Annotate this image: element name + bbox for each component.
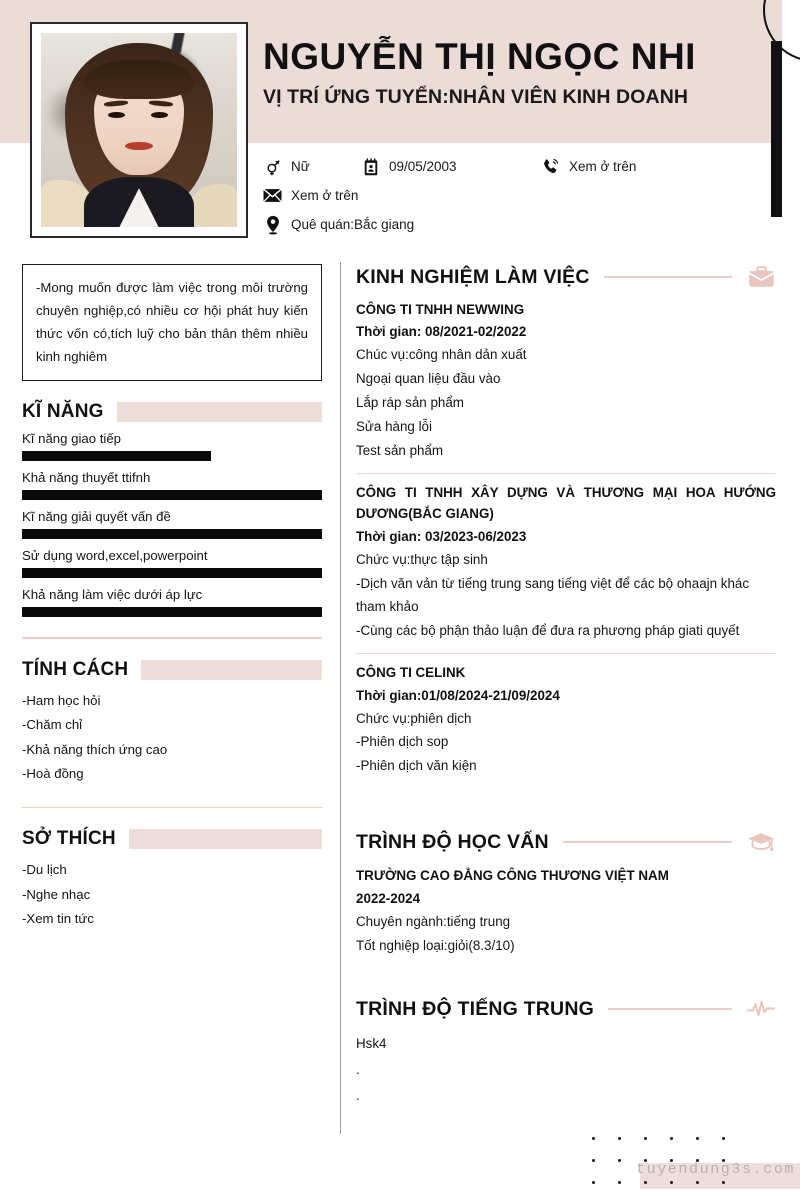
decorative-dot bbox=[722, 1137, 725, 1140]
contact-row-1 bbox=[263, 152, 763, 181]
contact-hometown-text: Quê quán:Bắc giang bbox=[291, 217, 415, 232]
personality-title: TÍNH CÁCH bbox=[22, 658, 129, 680]
decorative-dot bbox=[722, 1181, 725, 1184]
personality-item: -Chăm chỉ bbox=[22, 717, 83, 733]
job-detail-line: -Phiên dịch văn kiện bbox=[356, 758, 477, 774]
left-column bbox=[22, 264, 322, 932]
career-objective-box bbox=[22, 264, 322, 381]
skill-item bbox=[22, 509, 322, 539]
skills-section bbox=[22, 401, 322, 639]
column-divider bbox=[340, 262, 341, 1134]
profile-photo-frame bbox=[30, 22, 248, 238]
contact-row-2 bbox=[263, 181, 763, 210]
contact-dob-text: 09/05/2003 bbox=[389, 159, 457, 174]
hobbies-section bbox=[22, 828, 322, 931]
job-detail-line: Lắp ráp sản phẩm bbox=[356, 395, 464, 411]
skill-label: Khả năng thuyết ttifnh bbox=[22, 470, 151, 486]
personality-header bbox=[22, 659, 322, 681]
skills-header-bar bbox=[117, 402, 322, 422]
language-lines bbox=[356, 1031, 776, 1109]
language-header bbox=[356, 996, 776, 1022]
experience-title: KINH NGHIỆM LÀM VIỆC bbox=[356, 265, 590, 288]
phone-icon bbox=[541, 157, 560, 176]
education-detail-line: Chuyên ngành:tiếng trung bbox=[356, 914, 511, 930]
decorative-dot bbox=[696, 1181, 699, 1184]
contact-email-text: Xem ở trên bbox=[291, 188, 359, 203]
contact-block bbox=[263, 152, 763, 239]
candidate-name: NGUYỄN THỊ NGỌC NHI bbox=[263, 36, 696, 77]
skill-bar-track bbox=[22, 529, 322, 539]
job-company: CÔNG TI TNHH NEWWING bbox=[356, 302, 525, 317]
contact-gender-text: Nữ bbox=[291, 159, 310, 174]
education-title: TRÌNH ĐỘ HỌC VẤN bbox=[356, 830, 549, 853]
personality-item: -Ham học hỏi bbox=[22, 692, 101, 708]
skill-label: Kĩ năng giải quyết vấn đề bbox=[22, 509, 171, 525]
hobby-item: -Nghe nhạc bbox=[22, 886, 91, 902]
hobbies-title: SỞ THÍCH bbox=[22, 828, 116, 850]
contact-row-3 bbox=[263, 210, 763, 239]
hobby-item: -Du lịch bbox=[22, 862, 67, 878]
briefcase-icon bbox=[746, 264, 776, 290]
job-detail-line: -Cùng các bộ phận thảo luận để đưa ra phương pháp giati quyết bbox=[356, 623, 740, 639]
skills-bottom-rule bbox=[22, 637, 322, 639]
location-pin-icon bbox=[263, 215, 282, 234]
education-years: 2022-2024 bbox=[356, 891, 421, 907]
pulse-wave-icon bbox=[746, 996, 776, 1022]
education-detail-line: Tốt nghiệp loại:giỏi(8.3/10) bbox=[356, 938, 515, 954]
skill-bar-fill bbox=[22, 451, 211, 461]
decorative-dot bbox=[670, 1137, 673, 1140]
experience-rule bbox=[604, 276, 732, 278]
skill-label: Kĩ năng giao tiếp bbox=[22, 431, 121, 447]
calendar-icon bbox=[361, 157, 380, 176]
job-company: CÔNG TI CELINK bbox=[356, 665, 466, 681]
contact-hometown bbox=[263, 215, 414, 234]
skill-label: Sử dụng word,excel,powerpoint bbox=[22, 548, 208, 564]
profile-photo bbox=[41, 33, 237, 227]
contact-phone-text: Xem ở trên bbox=[569, 159, 637, 174]
watermark-text: tuyendung3s.com bbox=[636, 1161, 796, 1178]
education-rule bbox=[563, 841, 732, 843]
jobs-list bbox=[356, 299, 776, 781]
decorative-dot bbox=[592, 1159, 595, 1162]
contact-email bbox=[263, 186, 358, 205]
job-detail-line: Chức vụ:thực tập sinh bbox=[356, 551, 488, 567]
skill-bar-track bbox=[22, 607, 322, 617]
decorative-dot bbox=[618, 1137, 621, 1140]
hobbies-header bbox=[22, 828, 322, 850]
skill-bar-track bbox=[22, 568, 322, 578]
decorative-dot bbox=[618, 1159, 621, 1162]
job-detail-line: Sửa hàng lỗi bbox=[356, 419, 432, 435]
skills-title: KĨ NĂNG bbox=[22, 401, 104, 423]
personality-item: -Khả năng thích ứng cao bbox=[22, 741, 168, 757]
job-company: CÔNG TI TNHH XÂY DỰNG VÀ THƯƠNG MẠI HOA HƯỚNG DƯƠNG(BẮC GIANG) bbox=[356, 484, 776, 522]
language-detail-line: Hsk4 bbox=[356, 1036, 387, 1052]
skill-label: Khả năng làm việc dưới áp lực bbox=[22, 587, 203, 603]
envelope-icon bbox=[263, 186, 282, 205]
job-time: Thời gian:01/08/2024-21/09/2024 bbox=[356, 687, 560, 703]
hobbies-list bbox=[22, 858, 322, 931]
name-block bbox=[263, 38, 753, 109]
job-entry bbox=[356, 653, 776, 781]
experience-education-spacer bbox=[356, 785, 776, 829]
decorative-dot bbox=[644, 1181, 647, 1184]
language-section bbox=[356, 996, 776, 1109]
decorative-dot bbox=[618, 1181, 621, 1184]
applied-position: VỊ TRÍ ỨNG TUYỂN:NHÂN VIÊN KINH DOANH bbox=[263, 85, 689, 108]
job-time: Thời gian: 08/2021-02/2022 bbox=[356, 324, 527, 340]
personality-item: -Hoà đồng bbox=[22, 766, 84, 782]
education-lines bbox=[356, 910, 776, 958]
skills-list bbox=[22, 431, 322, 617]
skill-item bbox=[22, 431, 322, 461]
language-detail-line: . bbox=[356, 1088, 360, 1104]
graduation-cap-icon bbox=[746, 829, 776, 855]
job-detail-line: Chức vụ:phiên dịch bbox=[356, 710, 472, 726]
personality-bottom-rule bbox=[22, 807, 322, 809]
language-title: TRÌNH ĐỘ TIẾNG TRUNG bbox=[356, 997, 594, 1020]
skill-bar-fill bbox=[22, 568, 322, 578]
decorative-dot bbox=[592, 1137, 595, 1140]
skill-item bbox=[22, 548, 322, 578]
contact-gender bbox=[263, 157, 361, 176]
education-language-spacer bbox=[356, 962, 776, 996]
education-section bbox=[356, 829, 776, 958]
decorative-dot bbox=[670, 1181, 673, 1184]
personality-list bbox=[22, 689, 322, 787]
right-column bbox=[356, 264, 776, 1113]
education-header bbox=[356, 829, 776, 855]
skill-item bbox=[22, 470, 322, 500]
decorative-vertical-bar bbox=[771, 41, 782, 217]
skill-bar-track bbox=[22, 490, 322, 500]
skill-bar-track bbox=[22, 451, 322, 461]
contact-phone bbox=[541, 157, 636, 176]
job-detail-line: Chúc vụ:công nhân dản xuất bbox=[356, 347, 527, 363]
gender-icon bbox=[263, 157, 282, 176]
job-entry bbox=[356, 299, 776, 466]
job-detail-line: -Phiên dịch sop bbox=[356, 734, 449, 750]
job-detail-line: Test sản phẩm bbox=[356, 442, 444, 458]
decorative-dot bbox=[644, 1137, 647, 1140]
career-objective-text: -Mong muốn được làm việc trong môi trường chuyên nghiệp,có nhiều cơ hội phát huy kiến thức vốn có,tích luỹ cho bản thân thêm nhiều kinh nghiêm bbox=[36, 280, 308, 365]
skills-header bbox=[22, 401, 322, 423]
education-school: TRƯỜNG CAO ĐẲNG CÔNG THƯƠNG VIỆT NAM bbox=[356, 868, 669, 884]
skill-item bbox=[22, 587, 322, 617]
skill-bar-fill bbox=[22, 490, 322, 500]
job-time: Thời gian: 03/2023-06/2023 bbox=[356, 528, 527, 544]
hobbies-header-bar bbox=[129, 829, 322, 849]
decorative-dot bbox=[592, 1181, 595, 1184]
personality-section bbox=[22, 659, 322, 808]
contact-dob bbox=[361, 157, 541, 176]
decorative-dot bbox=[696, 1137, 699, 1140]
skill-bar-fill bbox=[22, 607, 322, 617]
experience-header bbox=[356, 264, 776, 290]
job-detail-line: -Dịch văn vản từ tiếng trung sang tiếng việt để các bộ ohaajn khác tham khảo bbox=[356, 575, 750, 615]
experience-section bbox=[356, 264, 776, 781]
language-rule bbox=[608, 1008, 732, 1010]
personality-header-bar bbox=[141, 660, 322, 680]
skill-bar-fill bbox=[22, 529, 322, 539]
language-detail-line: . bbox=[356, 1062, 360, 1078]
job-detail-line: Ngoại quan liệu đầu vào bbox=[356, 371, 501, 387]
hobby-item: -Xem tin tức bbox=[22, 911, 94, 927]
job-entry bbox=[356, 473, 776, 646]
